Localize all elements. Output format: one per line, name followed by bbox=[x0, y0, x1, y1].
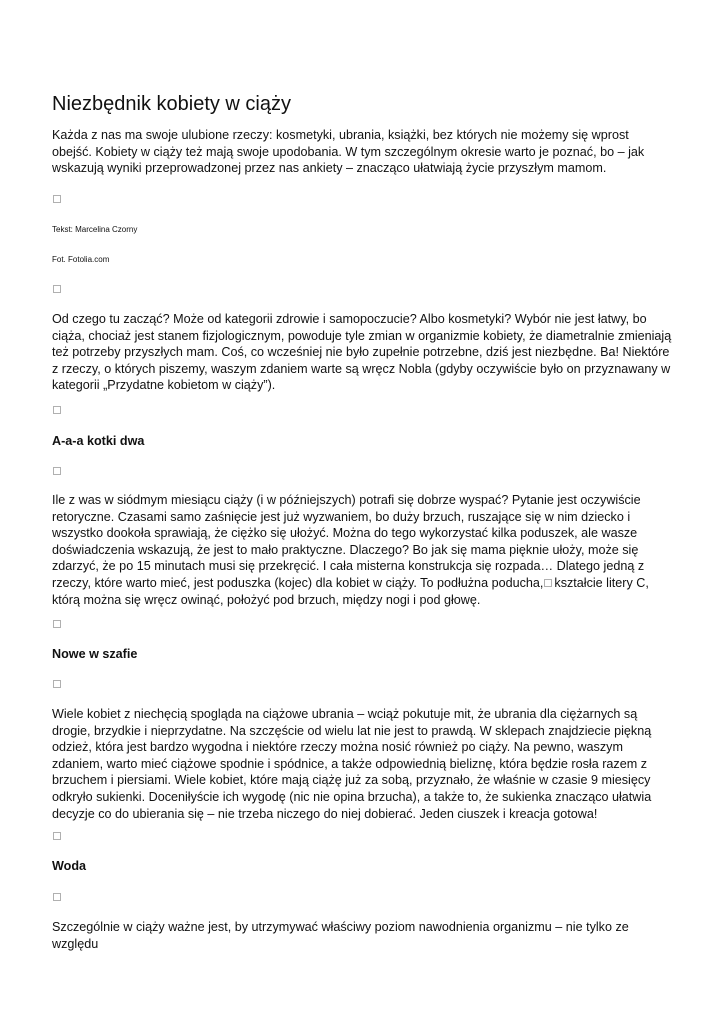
article-paragraph-2 bbox=[52, 492, 672, 608]
image-placeholder-icon bbox=[53, 195, 61, 203]
article-intro: Każda z nas ma swoje ulubione rzeczy: kosmetyki, ubrania, książki, bez których nie możemy się wprost obejść. Kobiety w ciąży też mają swoje upodobania. W tym szczególnym okresie warto je poznać, bo – jak wskazują wyniki przeprowadzonej przez nas ankiety – znacząco ułatwiają życie przyszłym mamom. bbox=[52, 128, 645, 176]
image-placeholder-icon bbox=[53, 832, 61, 840]
author-credit: Tekst: Marcelina Czorny bbox=[52, 225, 138, 234]
image-placeholder-icon bbox=[53, 406, 61, 414]
image-placeholder-icon bbox=[53, 680, 61, 688]
image-placeholder-icon bbox=[544, 579, 552, 587]
photo-credit: Fot. Fotolia.com bbox=[52, 255, 110, 264]
image-placeholder-icon bbox=[53, 467, 61, 475]
image-placeholder-icon bbox=[53, 620, 61, 628]
image-placeholder-icon bbox=[53, 285, 61, 293]
section-heading-wardrobe: Nowe w szafie bbox=[52, 647, 138, 661]
article-title: Niezbędnik kobiety w ciąży bbox=[52, 93, 291, 115]
section-heading-sleep: A-a-a kotki dwa bbox=[52, 434, 145, 448]
article-paragraph-4: Szczególnie w ciąży ważne jest, by utrzymywać właściwy poziom nawodnienia organizmu – nie tylko ze względu bbox=[52, 920, 629, 951]
paragraph-2-part-b: kształcie litery C, którą można się wręcz owinąć, położyć pod brzuch, między nogi i pod głowę. bbox=[52, 575, 649, 607]
paragraph-2-part-a: Ile z was w siódmym miesiącu ciąży (i w późniejszych) potrafi się dobrze wyspać? Pytanie jest oczywiście retoryczne. Czasami samo zaśnięcie jest już wyzwaniem, bo duży brzuch, ruszające się w nim dziecko i wszystko dookoła sprawiają, że ciężko się ułożyć. Można do tego wykorzystać kilka poduszek, ale wasze doświadczenia wskazują, że jest to mało praktyczne. Dlaczego? Bo jak się mama pięknie ułoży, może się zdarzyć, że po 15 minutach musi się przekręcić. I cała misterna konstrukcja się rozpada… Dlatego jedną z rzeczy, które warto mieć, jest poduszka (kojec) dla kobiet w ciąży. To podłużna poducha, bbox=[52, 493, 645, 590]
article-paragraph-3: Wiele kobiet z niechęcią spogląda na ciążowe ubrania – wciąż pokutuje mit, że ubrania dla ciężarnych są drogie, brzydkie i nieprzydatne. Na szczęście od wielu lat nie jest to prawdą. W sklepach znajdziecie piękną odzież, która jest bardzo wygodna i niektóre rzeczy można nosić również po ciąży. Na pewno, waszym zdaniem, warto mieć ciążowe spodnie i spódnice, a także odpowiednią bieliznę, która będzie rosła razem z brzuchem i piersiami. Wiele kobiet, które mają ciążę już za sobą, przyznało, że właśnie w czasie 9 miesięcy odkryło sukienki. Doceniłyście ich wygodę (nic nie opina brzucha), a także to, że sukienka znacząco ułatwia decyzje co do ubierania się – nie trzeba niczego do niej dobierać. Jeden ciuszek i kreacja gotowa! bbox=[52, 707, 652, 821]
section-heading-water: Woda bbox=[52, 859, 87, 873]
image-placeholder-icon bbox=[53, 893, 61, 901]
article-paragraph-1: Od czego tu zacząć? Może od kategorii zdrowie i samopoczucie? Albo kosmetyki? Wybór nie jest łatwy, bo ciąża, chociaż jest stanem fizjologicznym, powoduje tyle zmian w organizmie kobiety, że diametralnie zmieniają też potrzeby przyszłych mam. Coś, co wcześniej nie było zupełnie potrzebne, dziś jest niezbędne. Ba! Niektóre z rzeczy, o których piszemy, waszym zdaniem warte są wręcz Nobla (gdyby oczywiście było on przyznawany w kategorii „Przydatne kobietom w ciąży”). bbox=[52, 312, 672, 393]
